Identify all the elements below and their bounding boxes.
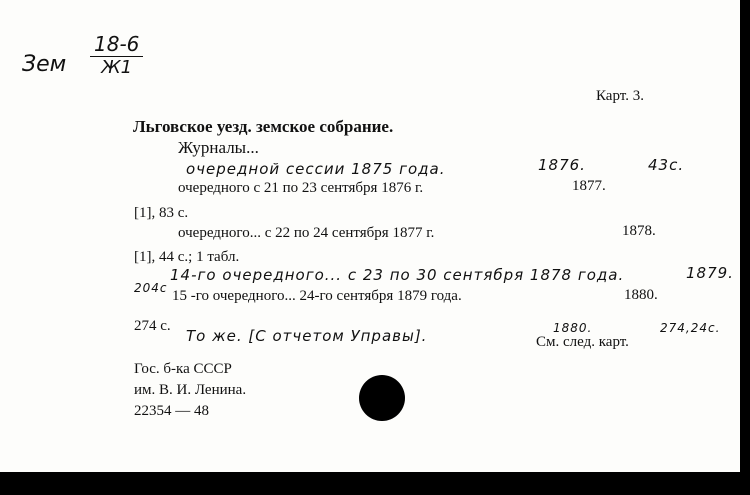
- last-line-pages-hand: 274,24с.: [660, 321, 721, 335]
- entry-5-prefix: 204с: [134, 281, 168, 295]
- library-line2: им. В. И. Ленина.: [134, 382, 247, 398]
- entry-3-year: 1878.: [622, 223, 656, 239]
- last-line-pages: 274 с.: [134, 318, 171, 334]
- last-line-year-hand: 1880.: [553, 321, 593, 335]
- entry-0-pages: 43с.: [648, 156, 685, 174]
- entry-6-year: 1880.: [624, 287, 658, 303]
- library-code: 22354 — 48: [134, 403, 209, 419]
- subheading: Журналы...: [178, 138, 259, 157]
- entry-5-year: 1879.: [686, 264, 734, 282]
- call-number-denominator: Ж1: [101, 57, 133, 78]
- call-number-numerator: 18-6: [90, 32, 143, 57]
- entry-5-text: 14-го очередного... с 23 по 30 сентября 1878 года.: [170, 266, 625, 284]
- call-number-fraction: [90, 32, 143, 78]
- heading: Льговское уезд. земское собрание.: [133, 117, 394, 136]
- entry-0-year: 1876.: [538, 156, 586, 174]
- punch-hole: [359, 375, 405, 421]
- last-line-ref: См. след. карт.: [536, 334, 629, 350]
- entry-1-year: 1877.: [572, 178, 606, 194]
- last-line-hand-text: То же. [С отчетом Управы].: [186, 327, 428, 345]
- entry-2-text: [1], 83 с.: [134, 205, 189, 221]
- entry-6-text: 15 -го очередного... 24-го сентября 1879 года.: [172, 288, 462, 304]
- entry-1-text: очередного с 21 по 23 сентября 1876 г.: [178, 180, 424, 196]
- entry-3-text: очередного... с 22 по 24 сентября 1877 г.: [178, 225, 435, 241]
- entry-0-text: очередной сессии 1875 года.: [186, 160, 446, 178]
- call-number-prefix: Зем: [22, 52, 67, 77]
- entry-4-text: [1], 44 с.; 1 табл.: [134, 249, 240, 265]
- card-label: Карт. 3.: [596, 88, 644, 104]
- library-line1: Гос. б-ка СССР: [134, 361, 232, 377]
